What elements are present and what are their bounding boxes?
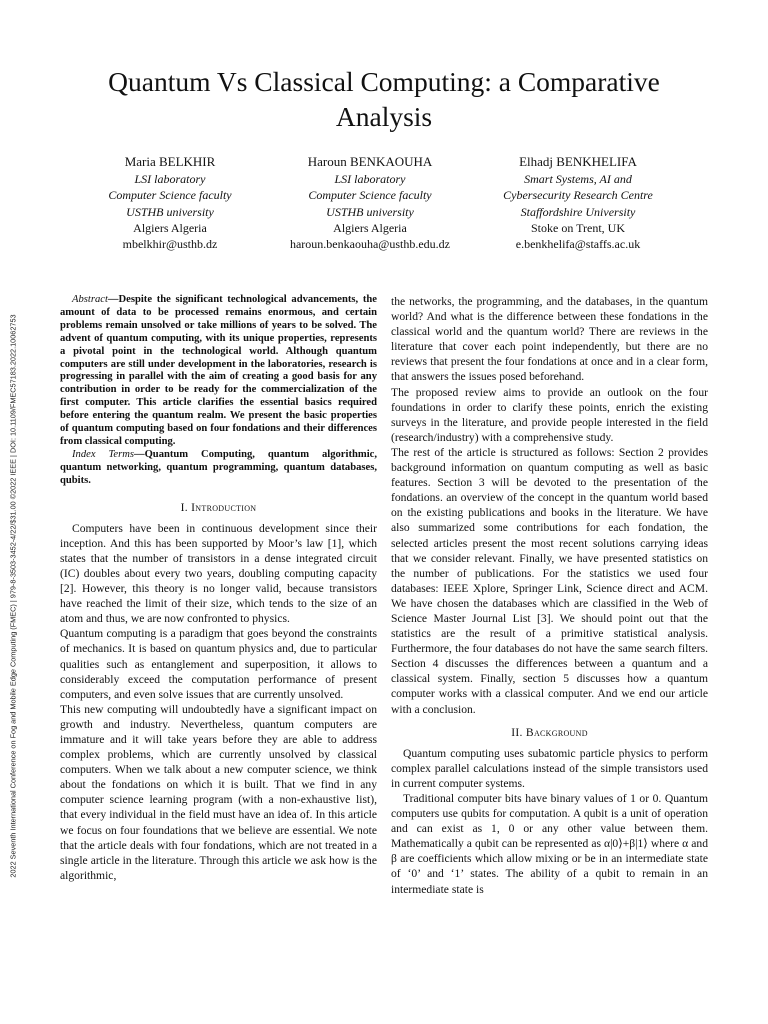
author-affiliation: Cybersecurity Research Centre [503, 188, 653, 203]
author-block-2 [260, 154, 480, 252]
abstract [60, 294, 377, 449]
author-name: Maria BELKHIR [124, 154, 216, 169]
paragraph: The rest of the article is structured as follows: Section 2 provides background information on quantum computing as well as basic features. Section 3 will be devoted to the presentation of the fondations. an overview of the concept in the quantum world based on the existing publications and books in the literature. We have also summarized some contributions for each fondation, the selected articles present the most recent solutions carrying ideas that we consider relevant. Finally, we have presented statistics on the number of publications. For the statistics we used four databases: IEEE Xplore, Springer Link, Science direct and ACM. We have chosen the databases which are classified in the Web of Science Master Journal List [3]. We should point out that the statistics are the result of a primitive statistical analysis. Furthermore, the four databases do not have the same search filters. Section 4 discusses the differences between a quantum and a classical system. Finally, section 5 discusses how a quantum computer works with a classical computer. And we end our article with a conclusion. [391, 445, 708, 716]
author-affiliation: Computer Science faculty [308, 188, 432, 203]
sidebar-citation: 2022 Seventh International Conference on Fog and Mobile Edge Computing (FMEC) | 979-8-3503-3452-4/22/$31.00 ©2022 IEEE | DOI: 10.1109/FMEC57183.2022.10062753 [8, 314, 18, 878]
author-name: Haroun BENKAOUHA [307, 154, 433, 169]
right-column [391, 294, 708, 897]
paragraph: The proposed review aims to provide an outlook on the four foundations in order to clarify these points, enrich the existing surveys in the literature, and provide people interested in the field (research/industry) with a comprehensive study. [391, 385, 708, 444]
index-terms-label: Index Terms [72, 448, 134, 460]
author-email: haroun.benkaouha@usthb.edu.dz [289, 237, 450, 252]
abstract-label: Abstract [72, 294, 108, 305]
section-heading-background: II. Background [511, 725, 588, 739]
paragraph: Quantum computing uses subatomic particle physics to perform complex parallel calculations instead of the simple transistors used in current computer systems. [391, 746, 708, 790]
publication-sidebar [2, 216, 24, 976]
author-location: Stoke on Trent, UK [530, 220, 625, 235]
author-block-1 [60, 154, 280, 252]
author-affiliation: USTHB university [126, 204, 214, 219]
section-heading-introduction: I. Introduction [180, 500, 257, 514]
abstract-text: —Despite the significant technological advancements, the amount of data to be processed remains enormous, and certain problems remain unsolved or take millions of years to be solved. The advent of quantum computing, with its unique properties, represents a pivotal point in the technological world. Although quantum computers are still under development in the laboratories, research is progressing in parallel with the aim of creating a good basis for any contribution in order to be ready for the commercialization of the first computer. This article clarifies the essential basics required before entering the quantum realm. We present the basic properties of quantum computing based on four fondations and their differences from classical computing. [60, 294, 377, 447]
author-affiliation: Staffordshire University [520, 204, 636, 219]
author-email: e.benkhelifa@staffs.ac.uk [515, 237, 641, 252]
paragraph: Quantum computing is a paradigm that goes beyond the constraints of mechanics. It is based on quantum physics and, due to particular qualities such as entanglement and superposition, it allows to considerably exceed the computation performance of present computers, and even solve issues that are currently unsolved. [60, 627, 377, 701]
index-terms-text: —Quantum Computing, quantum algorithmic, quantum networking, quantum programming, quantum databases, qubits. [60, 448, 377, 486]
paragraph: This new computing will undoubtedly have a significant impact on growth and industry. Nevertheless, quantum computers are immature and it will take years before they are able to address complex problems, which are currently unsolved by classical computers. When we talk about a new computer science, we think about the fondations on which it is built. That we find in any computer science learning program (with a non-exhaustive list), that every individual in the field must have an idea of. In this article we focus on four foundations that we believe are essential. We note that the article deals with four fondations, which are not treated in a single article in the literature. Through this article we ask how is the algorithmic, [60, 702, 377, 882]
paragraph: Computers have been in continuous development since their inception. And this has been supported by Moor’s law [1], which states that the number of transistors in a dense integrated circuit (IC) doubles about every two years, doubling computing capacity [2]. However, this theory is no longer valid, because transistors have reached the limit of their size, which tends to the size of an atom and thus, we are now confronted to physics. [60, 521, 377, 626]
author-email: mbelkhir@usthb.dz [122, 237, 218, 252]
author-affiliation: LSI laboratory [334, 172, 406, 187]
author-affiliation: USTHB university [326, 204, 414, 219]
author-affiliation: Computer Science faculty [108, 188, 232, 203]
author-block-3 [468, 154, 688, 252]
index-terms [60, 449, 377, 488]
author-name: Elhadj BENKHELIFA [519, 154, 637, 169]
author-location: Algiers Algeria [133, 220, 207, 235]
author-location: Algiers Algeria [333, 220, 407, 235]
paper-title: Quantum Vs Classical Computing: a Comparative Analysis [108, 66, 660, 132]
author-affiliation: Smart Systems, AI and [524, 172, 632, 187]
author-affiliation: LSI laboratory [134, 172, 206, 187]
left-column [60, 294, 377, 883]
paragraph: Traditional computer bits have binary values of 1 or 0. Quantum computers use qubits for computation. A qubit is a unit of operation and can exist as 1, 0 or any other value between them. Mathematically a qubit can be represented as α|0⟩+β|1⟩ where α and β are coefficients which allow mixing or be in an intermediate state of ‘0’ and ‘1’ states. The ability of a qubit to remain in an intermediate state is [391, 792, 708, 896]
paragraph: the networks, the programming, and the databases, in the quantum world? And what is the difference between these fondations in the classical world and the quantum world? There are reviews in the literature that cover each point independently, but there are no reviews that present the four fondations at once and in a clear form, that answers the issues posed beforehand. [391, 295, 708, 384]
